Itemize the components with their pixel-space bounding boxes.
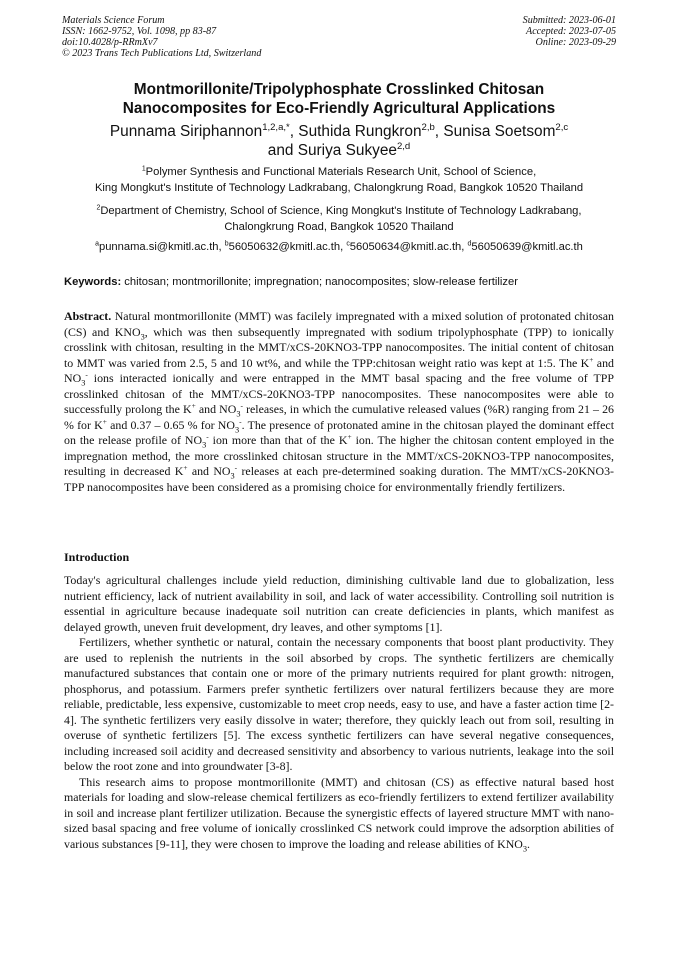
abstract-sup-minus-2: -: [240, 401, 243, 411]
abstract-sub-3d: 3: [234, 424, 240, 434]
abstract-text-10: ion. The higher the chitosan content employed in the impregnation method, the more crosslinked chitosan structure in the MMT/xCS-20KNO3-TPP nanocomposites, resulting in decreased K: [64, 433, 614, 478]
email-b: 56050632@kmitl.ac.th,: [228, 241, 347, 253]
accepted-date: Accepted: 2023-07-05: [526, 26, 616, 37]
abstract-text-12: releases at each pre-determined soaking duration. The MMT/xCS-20KNO3-TPP nanocomposites have been considered as a promising choice for environmentally friendly fertilizers.: [64, 464, 614, 494]
abstract-sub-3b: 3: [81, 378, 86, 388]
abstract-sup-plus-2: +: [191, 401, 196, 411]
journal-copyright: © 2023 Trans Tech Publications Ltd, Switzerland: [62, 48, 262, 59]
email-a-mark: a: [95, 240, 99, 248]
dates-header: [523, 15, 616, 48]
email-d-mark: d: [467, 240, 472, 248]
abstract-sup-plus-5: +: [183, 463, 188, 473]
abstract-sub-3c: 3: [236, 409, 241, 419]
journal-issn: ISSN: 1662-9752, Vol. 1098, pp 83-87: [62, 26, 217, 37]
abstract-text-8: . The presence of protonated amine in the chitosan played the dominant effect on the release profile of NO: [64, 417, 614, 447]
author-2-affil: 2,b: [421, 121, 435, 133]
abstract-sup-minus-4: -: [206, 432, 209, 442]
paper-title: [40, 80, 638, 118]
abstract-sup-minus-5: -: [234, 463, 238, 473]
email-a: punnama.si@kmitl.ac.th,: [98, 241, 225, 253]
affiliation-1: [40, 165, 638, 196]
affiliation-1-text-1: Polymer Synthesis and Functional Materials Research Unit, School of Science,: [145, 166, 537, 178]
affiliation-2: [40, 204, 638, 235]
affiliation-1-line-1: [40, 165, 638, 181]
introduction-heading: Introduction: [64, 550, 130, 564]
journal-header: [62, 15, 261, 59]
abstract-text-3: and NO: [64, 355, 614, 385]
intro-paragraph-2: Fertilizers, whether synthetic or natural, contain the necessary components that boost plant productivity. They are used to replenish the nutrients in the soil absorbed by crops. The synthetic fertilizers are chemically manufactured substances that contain one or more of the primary nutrients required for plant growth: nitrogen, phosphorus, and potassium. Farmers prefer synthetic fertilizers over natural fertilizers because they are more reliable, predictable, less expensive, customizable to meet crop needs, easy to use, and have a faster action time [2-4]. The synthetic fertilizers very easily dissolve in water; therefore, they quickly leach out from soil, resulting in overuse of synthetic fertilizers [5]. The excess synthetic fertilizers can have several negative consequences, including increased soil acidity and decreased sensitivity and absorbency to various nutrients, leakage into the soil below the root zone and into groundwater [3-8].: [64, 635, 614, 773]
abstract: [64, 309, 614, 495]
submitted-date: Submitted: 2023-06-01: [522, 15, 616, 26]
abstract-text-11: and NO: [187, 464, 231, 478]
author-3: , Sunisa Soetsom: [434, 123, 556, 140]
author-emails: [40, 240, 638, 254]
abstract-sup-minus-1: -: [85, 370, 88, 380]
intro-paragraph-3: [64, 775, 614, 853]
author-line-1: [40, 122, 638, 141]
abstract-text-1: Natural montmorillonite (MMT) was facilely impregnated with a mixed solution of protonated chitosan (CS) and KNO: [64, 309, 614, 339]
affiliation-2-mark: 2: [96, 204, 101, 212]
keywords-text: chitosan; montmorillonite; impregnation; nanocomposites; slow-release fertilizer: [121, 276, 518, 288]
author-list: [40, 122, 638, 160]
author-4-affil: 2,d: [396, 140, 411, 152]
author-1: Punnama Siriphannon: [109, 123, 263, 140]
affiliation-1-mark: 1: [141, 165, 146, 173]
email-b-mark: b: [224, 240, 229, 248]
abstract-sub-3f: 3: [230, 471, 235, 481]
abstract-sup-plus-1: +: [589, 354, 594, 364]
abstract-sup-plus-4: +: [347, 432, 352, 442]
author-3-affil: 2,c: [555, 121, 569, 133]
abstract-sup-minus-3: -: [239, 416, 242, 426]
abstract-text-9: ion more than that of the K: [208, 433, 348, 447]
intro-paragraph-3-text: This research aims to propose montmorillonite (MMT) and chitosan (CS) as effective natural based host materials for loading and slow-release chemical fertilizers as eco-friendly fertilizers to extend fertilizer availability in soil and increase plant fertilizer utilization. Because the synergistic effects of layered structure MMT with nano-sized basal spacing and free volume of ionically crosslinked CS network could improve the adsorption abilities of various substances [9-11], they were chosen to improve the loading and release abilities of KNO: [64, 774, 614, 851]
affiliation-2-text-1: Department of Chemistry, School of Science, King Mongkut's Institute of Technology Ladkrabang,: [100, 205, 582, 217]
abstract-text-5: and NO: [195, 402, 237, 416]
abstract-sub-3: 3: [140, 331, 145, 341]
introduction-body: [64, 573, 614, 852]
keywords-label: Keywords:: [64, 276, 122, 288]
online-date: Online: 2023-09-29: [535, 37, 616, 48]
email-c-mark: c: [346, 240, 350, 248]
abstract-text-2: , which was then subsequently impregnated with sodium tripolyphosphate (TPP) to ionically crosslink with chitosan, resulting in the MMT/xCS-20KNO3-TPP nanocomposites. The initial content of chitosan to MMT was varied from 2.5, 5 and 10 wt%, and while the TPP:chitosan weight ratio was kept at 1:5. The K: [64, 324, 614, 370]
intro-paragraph-3-end: .: [527, 836, 531, 851]
abstract-sup-plus-3: +: [102, 416, 107, 426]
author-4: and Suriya Sukyee: [267, 142, 397, 159]
abstract-sub-3e: 3: [202, 440, 207, 450]
author-1-affil: 1,2,a,*: [262, 121, 290, 133]
email-d: 56050639@kmitl.ac.th: [471, 241, 583, 253]
intro-paragraph-1: Today's agricultural challenges include yield reduction, diminishing cultivable land due to globalization, less nutrient efficiency, lack of nutrient availability in soil, and lack of water accessibility. Controlling soil nutrition is essential in agriculture because inadequate soil nutrition can create deficiencies in plants, which manifest as delayed growth, uneven fruit development, dry leaves, and other symptoms [1].: [64, 573, 614, 634]
journal-doi: doi:10.4028/p-RRmXv7: [62, 37, 158, 48]
title-line-2: Nanocomposites for Eco-Friendly Agricultural Applications: [122, 100, 556, 117]
abstract-text-6: releases, in which the cumulative released values (%R) ranging from 21 – 26 % for K: [64, 402, 614, 432]
affiliation-1-line-2: King Mongkut's Institute of Technology Ladkrabang, Chalongkrung Road, Bangkok 10520 Thailand: [94, 181, 584, 194]
author-2: , Suthida Rungkron: [289, 123, 422, 140]
journal-name: Materials Science Forum: [62, 15, 165, 26]
abstract-label: Abstract.: [64, 309, 112, 323]
email-c: 56050634@kmitl.ac.th,: [349, 241, 468, 253]
intro-paragraph-3-sub: 3: [522, 843, 528, 853]
affiliation-2-line-2: Chalongkrung Road, Bangkok 10520 Thailand: [224, 220, 454, 233]
author-line-2: [40, 141, 638, 160]
title-line-1: Montmorillonite/Tripolyphosphate Crosslinked Chitosan: [133, 81, 545, 98]
abstract-text-4: ions interacted ionically and were entrapped in the MMT basal spacing and the free volume of TPP crosslinked chitosan of the MMT/xCS-20KNO3-TPP nanocomposites. These nanocomposites were able to successfully prolong the K: [64, 371, 614, 416]
keywords: [64, 275, 624, 289]
affiliation-2-line-1: [40, 204, 638, 220]
abstract-text-7: and 0.37 – 0.65 % for NO: [106, 417, 235, 432]
